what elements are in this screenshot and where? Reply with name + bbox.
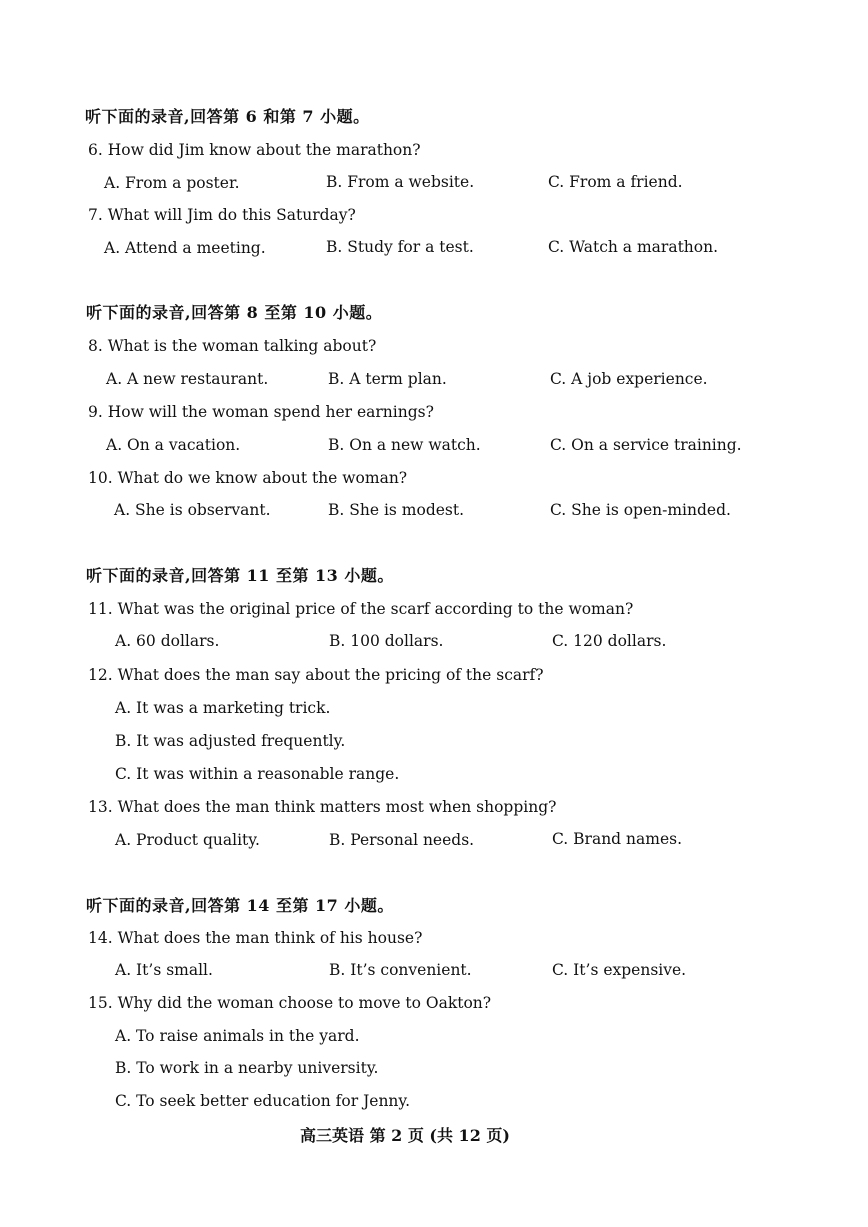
option-b: B. Study for a test. bbox=[326, 238, 474, 256]
question-text: 8. What is the woman talking about? bbox=[88, 337, 377, 355]
option-c: C. On a service training. bbox=[550, 436, 742, 454]
option-b: B. From a website. bbox=[326, 173, 475, 191]
option-c: C. A job experience. bbox=[550, 370, 708, 388]
question-text: 15. Why did the woman choose to move to Oakton? bbox=[88, 994, 492, 1012]
option-b: B. It’s convenient. bbox=[329, 961, 472, 979]
option-b: B. 100 dollars. bbox=[329, 632, 444, 650]
question-text: 7. What will Jim do this Saturday? bbox=[88, 206, 356, 224]
question-text: 12. What does the man say about the pricing of the scarf? bbox=[88, 666, 544, 684]
option-c: C. It’s expensive. bbox=[552, 961, 687, 979]
section-header: 听下面的录音,回答第 6 和第 7 小题。 bbox=[85, 107, 370, 126]
option-a: A. A new restaurant. bbox=[106, 370, 269, 388]
option-a: A. She is observant. bbox=[114, 501, 271, 519]
question-text: 10. What do we know about the woman? bbox=[88, 469, 408, 487]
option-c: C. Watch a marathon. bbox=[548, 238, 719, 256]
option-c: C. From a friend. bbox=[548, 173, 683, 191]
option-b: B. It was adjusted frequently. bbox=[115, 732, 346, 750]
option-c: C. It was within a reasonable range. bbox=[115, 765, 400, 783]
option-b: B. To work in a nearby university. bbox=[115, 1059, 379, 1077]
option-b: B. Personal needs. bbox=[329, 831, 475, 849]
option-c: C. Brand names. bbox=[552, 830, 683, 848]
question-text: 13. What does the man think matters most when shopping? bbox=[88, 798, 557, 816]
option-a: A. On a vacation. bbox=[106, 436, 241, 454]
option-b: B. She is modest. bbox=[328, 501, 465, 519]
option-a: A. Attend a meeting. bbox=[104, 239, 266, 257]
question-text: 11. What was the original price of the scarf according to the woman? bbox=[88, 600, 634, 618]
section-header: 听下面的录音,回答第 11 至第 13 小题。 bbox=[86, 566, 394, 585]
option-c: C. She is open-minded. bbox=[550, 501, 731, 519]
option-a: A. Product quality. bbox=[115, 831, 260, 849]
option-a: A. To raise animals in the yard. bbox=[115, 1027, 360, 1045]
option-a: A. It’s small. bbox=[115, 961, 213, 979]
section-header: 听下面的录音,回答第 8 至第 10 小题。 bbox=[86, 303, 383, 322]
page-footer: 高三英语 第 2 页 (共 12 页) bbox=[300, 1126, 510, 1145]
option-a: A. From a poster. bbox=[104, 174, 240, 192]
question-text: 14. What does the man think of his house? bbox=[88, 929, 423, 947]
option-a: A. It was a marketing trick. bbox=[115, 699, 331, 717]
question-text: 6. How did Jim know about the marathon? bbox=[88, 141, 421, 159]
option-b: B. A term plan. bbox=[328, 370, 447, 388]
option-c: C. 120 dollars. bbox=[552, 632, 667, 650]
option-a: A. 60 dollars. bbox=[115, 632, 220, 650]
option-c: C. To seek better education for Jenny. bbox=[115, 1092, 411, 1110]
option-b: B. On a new watch. bbox=[328, 436, 481, 454]
question-text: 9. How will the woman spend her earnings? bbox=[88, 403, 434, 421]
section-header: 听下面的录音,回答第 14 至第 17 小题。 bbox=[86, 896, 394, 915]
